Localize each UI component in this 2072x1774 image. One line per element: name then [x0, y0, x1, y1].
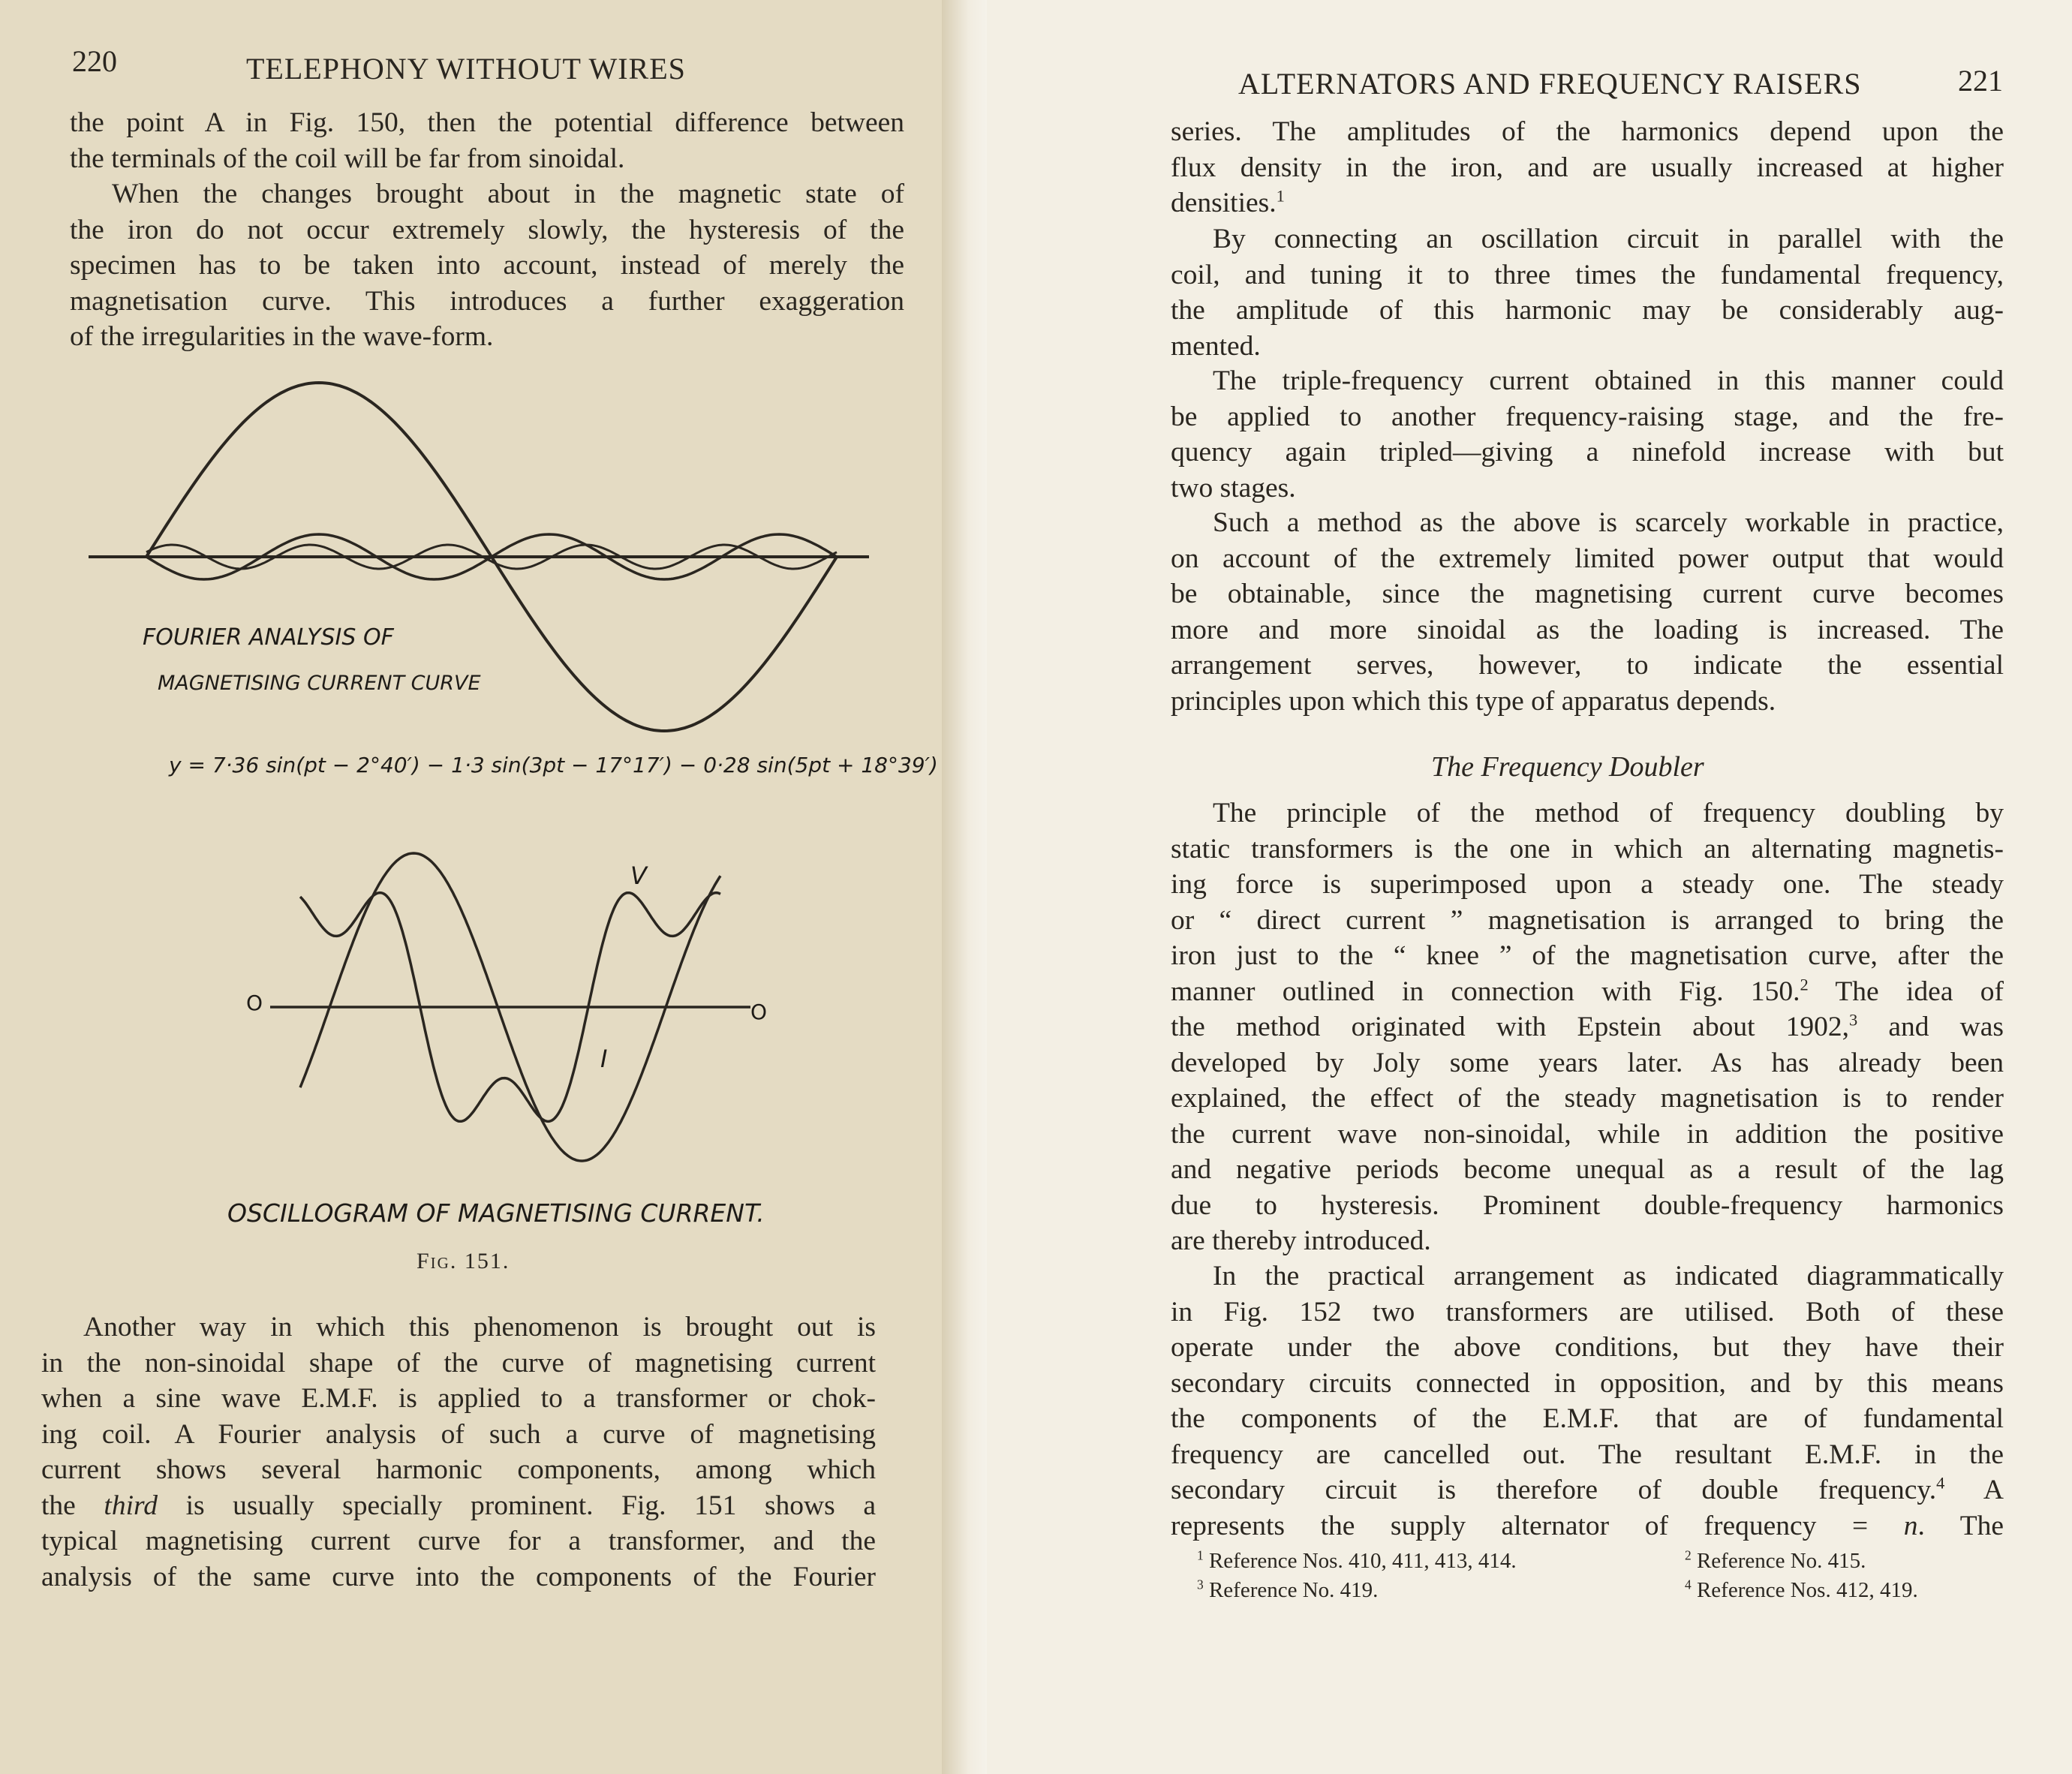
text-line: flux density in the iron, and are usually increased at higher	[1171, 152, 2004, 183]
text-line: typical magnetising current curve for a transformer, and the	[41, 1526, 876, 1556]
left-paragraph-2	[70, 176, 904, 355]
footnote-4	[1685, 1578, 1918, 1603]
text-span: densities.	[1171, 188, 1277, 218]
emphasis-n: n	[1903, 1510, 1918, 1541]
text-line: the components of the E.M.F. that are of fundamental	[1171, 1403, 2004, 1434]
text-span: the	[41, 1490, 104, 1521]
footnote-1	[1197, 1549, 1517, 1574]
text-line: on account of the extremely limited power output that would	[1171, 543, 2004, 574]
text-line	[1171, 185, 2004, 221]
left-page	[0, 0, 942, 1774]
text-line: iron just to the “ knee ” of the magnetisation curve, after the	[1171, 940, 2004, 971]
osc-label-o-right: O	[750, 1000, 768, 1024]
text-span: the method originated with Epstein about 1902,	[1171, 1012, 1849, 1042]
footnote-mark: 4	[1685, 1577, 1692, 1592]
text-line: in the non-sinoidal shape of the curve of magnetising current	[41, 1347, 876, 1379]
text-line: the terminals of the coil will be far from sinoidal.	[70, 143, 625, 174]
text-line: be obtainable, since the magnetising current curve becomes	[1171, 579, 2004, 609]
footnote-mark: 1	[1197, 1547, 1204, 1563]
text-line: the current wave non-sinoidal, while in addition the positive	[1171, 1118, 2004, 1150]
text-line: When the changes brought about in the magnetic state of	[112, 179, 904, 209]
oscillogram-title: OSCILLOGRAM OF MAGNETISING CURRENT.	[227, 1198, 765, 1228]
text-line: and negative periods become unequal as a result of the lag	[1171, 1154, 2004, 1185]
text-line: in Fig. 152 two transformers are utilised. Both of these	[1171, 1296, 2004, 1327]
footnote-mark: 3	[1197, 1577, 1204, 1592]
text-line	[1171, 974, 2004, 1010]
footnote-text: Reference Nos. 412, 419.	[1691, 1578, 1918, 1602]
footnote-text: Reference No. 419.	[1203, 1578, 1379, 1602]
text-line: the amplitude of this harmonic may be considerably aug-	[1171, 295, 2004, 326]
text-line: of the irregularities in the wave-form.	[70, 321, 494, 352]
text-line: operate under the above conditions, but they have their	[1171, 1332, 2004, 1363]
fourier-label-line2: MAGNETISING CURRENT CURVE	[158, 672, 481, 695]
section-title: The Frequency Doubler	[1431, 751, 1704, 783]
footnote-ref: 1	[1276, 186, 1285, 206]
right-paragraph-1	[1171, 114, 2004, 221]
text-line: Another way in which this phenomenon is brought out is	[83, 1312, 876, 1343]
text-line	[1171, 1009, 2004, 1045]
text-line: when a sine wave E.M.F. is applied to a transformer or chok-	[41, 1383, 876, 1414]
text-line: more and more sinoidal as the loading is increased. The	[1171, 614, 2004, 645]
text-line: The triple-frequency current obtained in this manner could	[1213, 365, 2004, 396]
text-line: the iron do not occur extremely slowly, the hysteresis of the	[70, 214, 904, 245]
text-line: In the practical arrangement as indicated diagrammatically	[1213, 1261, 2004, 1291]
text-line: series. The amplitudes of the harmonics depend upon the	[1171, 116, 2004, 147]
right-page	[987, 0, 2072, 1774]
page-number-right: 221	[1958, 64, 2003, 98]
right-paragraph-6	[1171, 1258, 2004, 1544]
text-line: static transformers is the one in which an alternating magnetis-	[1171, 833, 2004, 864]
figure-caption: Fig. 151.	[417, 1249, 510, 1273]
footnote-ref: 3	[1849, 1010, 1858, 1030]
fourier-equation: y = 7·36 sin(pt − 2°40′) − 1·3 sin(3pt − 17°17′) − 0·28 sin(5pt + 18°39′)	[169, 753, 938, 777]
text-span: and was	[1857, 1012, 2004, 1042]
text-span: The idea of	[1808, 976, 2004, 1007]
text-span: A	[1944, 1475, 2004, 1505]
right-paragraph-5	[1171, 795, 2004, 1259]
footnote-ref: 2	[1800, 975, 1809, 994]
left-paragraph-1	[70, 105, 904, 176]
page-number-left: 220	[72, 44, 117, 78]
running-head-right: ALTERNATORS AND FREQUENCY RAISERS	[1238, 67, 1862, 101]
text-line: coil, and tuning it to three times the fundamental frequency,	[1171, 259, 2004, 290]
oscillogram-diagram	[270, 810, 750, 1186]
text-line: quency again tripled—giving a ninefold increase with but	[1171, 437, 2004, 468]
text-line: secondary circuits connected in opposition, and by this means	[1171, 1367, 2004, 1399]
book-gutter	[942, 0, 987, 1774]
text-line: or “ direct current ” magnetisation is arranged to bring the	[1171, 904, 2004, 936]
text-line: mented.	[1171, 330, 1261, 362]
text-line: By connecting an oscillation circuit in parallel with the	[1213, 224, 2004, 254]
text-span: . The	[1917, 1510, 2004, 1541]
footnote-ref: 4	[1936, 1473, 1945, 1493]
text-span: secondary circuit is therefore of double frequency.	[1171, 1475, 1937, 1505]
text-line: specimen has to be taken into account, instead of merely the	[70, 250, 904, 281]
fourier-label-line1: FOURIER ANALYSIS OF	[143, 624, 394, 651]
text-line: explained, the effect of the steady magnetisation is to render	[1171, 1083, 2004, 1114]
right-paragraph-4	[1171, 505, 2004, 719]
text-line: analysis of the same curve into the components of the Fourier	[41, 1561, 876, 1592]
right-paragraph-2	[1171, 221, 2004, 364]
footnote-mark: 2	[1685, 1547, 1692, 1563]
text-line: arrangement serves, however, to indicate the essential	[1171, 650, 2004, 681]
text-line: developed by Joly some years later. As has already been	[1171, 1047, 2004, 1078]
text-line: ing coil. A Fourier analysis of such a curve of magnetising	[41, 1418, 876, 1450]
left-paragraph-3	[41, 1309, 876, 1595]
text-line: the point A in Fig. 150, then the potential difference between	[70, 107, 904, 138]
footnote-text: Reference Nos. 410, 411, 413, 414.	[1203, 1549, 1517, 1573]
text-line: ing force is superimposed upon a steady one. The steady	[1171, 869, 2004, 900]
text-line: frequency are cancelled out. The resultant E.M.F. in the	[1171, 1439, 2004, 1470]
running-head-left: TELEPHONY WITHOUT WIRES	[246, 52, 686, 86]
footnote-2	[1685, 1549, 1866, 1574]
text-span: manner outlined in connection with Fig. 150.	[1171, 976, 1800, 1007]
emphasis-third: third	[104, 1490, 158, 1521]
text-line: are thereby introduced.	[1171, 1225, 1431, 1256]
text-line	[1171, 1472, 2004, 1508]
text-span: represents the supply alternator of frequency =	[1171, 1510, 1904, 1541]
text-line	[1171, 1508, 2004, 1544]
text-line: Such a method as the above is scarcely workable in practice,	[1213, 507, 2004, 538]
text-line	[41, 1488, 876, 1524]
footnote-3	[1197, 1578, 1378, 1603]
text-line: be applied to another frequency-raising stage, and the fre-	[1171, 401, 2004, 432]
text-line: two stages.	[1171, 472, 1296, 504]
text-span: is usually specially prominent. Fig. 151 shows a	[157, 1490, 876, 1521]
text-line: magnetisation curve. This introduces a further exaggeration	[70, 285, 904, 317]
right-paragraph-3	[1171, 363, 2004, 506]
text-line: principles upon which this type of apparatus depends.	[1171, 685, 1776, 717]
text-line: The principle of the method of frequency doubling by	[1213, 798, 2004, 828]
text-line: due to hysteresis. Prominent double-frequency harmonics	[1171, 1189, 2004, 1221]
osc-label-o-left: O	[246, 991, 263, 1015]
text-line: current shows several harmonic components, among which	[41, 1454, 876, 1485]
footnote-text: Reference No. 415.	[1691, 1549, 1866, 1573]
osc-label-i: I	[600, 1045, 608, 1073]
osc-label-v: V	[630, 861, 647, 890]
